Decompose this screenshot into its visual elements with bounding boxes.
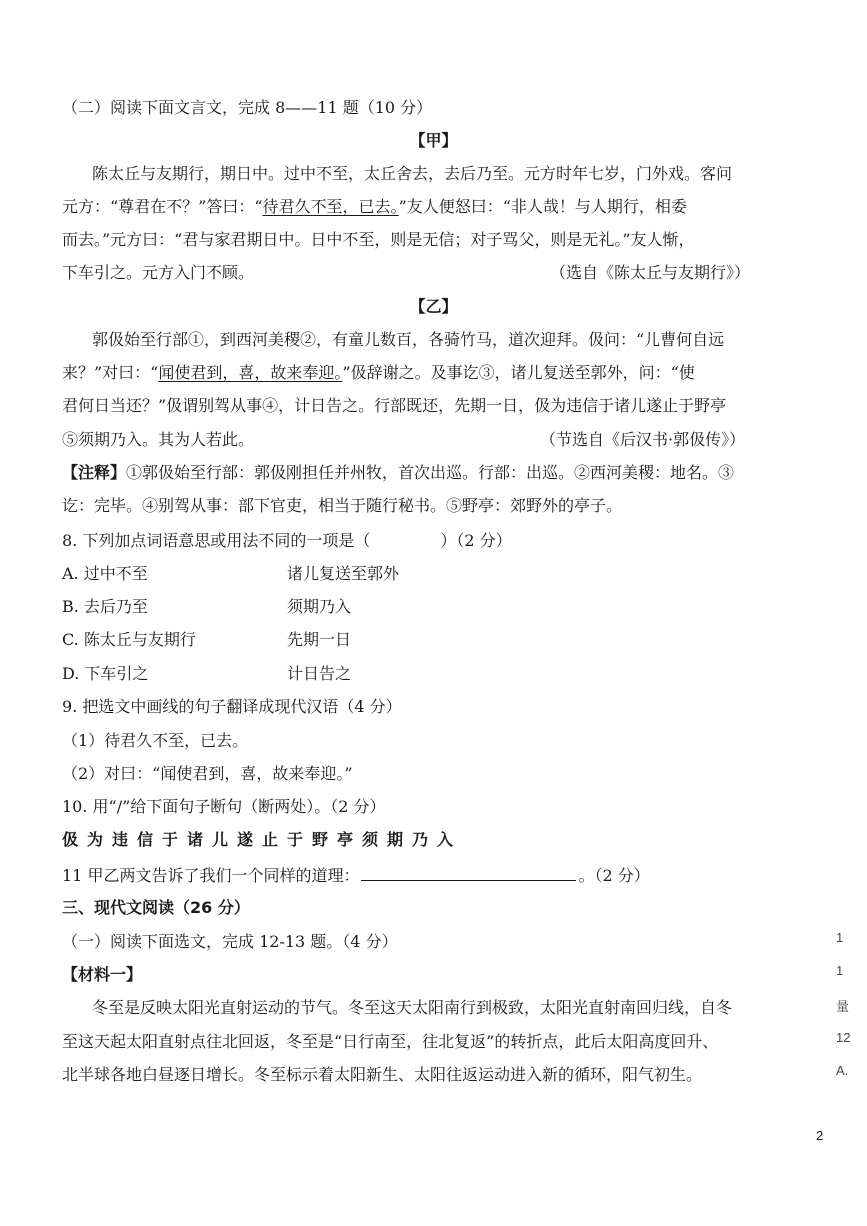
q8-option-a-pair: 诸儿复送至郭外 (287, 564, 400, 583)
jia-paragraph-line: 陈太丘与友期行，期日中。过中不至，太丘舍去，去后乃至。元方时年七岁，门外戏。客问 (92, 164, 733, 183)
section3-subheading: （一）阅读下面选文，完成 12-13 题。（4 分） (62, 932, 398, 951)
edge-mark: 1 (836, 963, 844, 978)
q10-sentence: 伋为违信于诸儿遂止于野亭须期乃入 (62, 830, 463, 849)
jia-paragraph-line: 下车引之。元方入门不顾。 (62, 263, 255, 282)
q9-sentence-1: （1）待君久不至，已去。 (62, 731, 249, 750)
material-paragraph-line: 冬至是反映太阳光直射运动的节气。冬至这天太阳南行到极致，太阳光直射南回归线，自冬 (92, 998, 733, 1017)
text-run: ”伋辞谢之。及事讫③，诸儿复送至郭外，问：“使 (342, 363, 695, 382)
q8-option-c-pair: 先期一日 (287, 630, 352, 649)
question-11-stem (62, 866, 650, 884)
q8-option-d: D. 下车引之 (62, 664, 149, 683)
page-number: 2 (816, 1128, 824, 1143)
underlined-sentence-2: 闻使君到，喜，故来奉迎。 (158, 363, 343, 382)
material-label: 【材料一】 (62, 965, 143, 984)
yi-paragraph-line (62, 365, 695, 381)
section3-heading: 三、现代文阅读（26 分） (62, 898, 250, 917)
text-run: 元方：“尊君在不？”答曰：“ (62, 197, 263, 216)
material-paragraph-line: 至这天起太阳直射点往北回返，冬至是“日行南至，往北复返”的转折点，此后太阳高度回升、 (62, 1032, 719, 1051)
edge-mark: 1 (836, 930, 844, 945)
edge-mark: 12 (836, 1030, 851, 1045)
question-10-stem: 10. 用“/”给下面句子断句（断两处）。（2 分） (62, 797, 386, 816)
q9-sentence-2: （2）对曰：“闻使君到，喜，故来奉迎。” (62, 764, 353, 783)
yi-source: （节选自《后汉书·郭伋传》） (540, 430, 746, 449)
underlined-sentence-1: 待君久不至，已去。 (262, 197, 399, 216)
notes-label: 【注释】 (62, 463, 127, 482)
text-run: ①郭伋始至行部：郭伋刚担任并州牧，首次出巡。行部：出巡。②西河美稷：地名。③ (126, 463, 735, 482)
question-8-stem (62, 533, 512, 549)
yi-paragraph-line: 郭伋始至行部①，到西河美稷②，有童儿数百，各骑竹马，道次迎拜。伋问：“儿曹何自远 (92, 330, 725, 349)
q8-option-b-pair: 须期乃入 (287, 597, 352, 616)
jia-paragraph-line (62, 199, 687, 215)
material-paragraph-line: 北半球各地白昼逐日增长。冬至标示着太阳新生、太阳往返运动进入新的循环，阳气初生。 (62, 1065, 703, 1084)
notes-line (62, 465, 734, 481)
jia-source: （选自《陈太丘与友期行》） (550, 263, 751, 282)
q8-option-c: C. 陈太丘与友期行 (62, 630, 196, 649)
jia-title: 【甲】 (409, 131, 458, 150)
edge-mark: 量 (836, 999, 850, 1014)
text-run: 。（2 分） (578, 866, 650, 885)
text-run: ”友人便怒曰：“非人哉！与人期行，相委 (398, 197, 687, 216)
text-run: 11 甲乙两文告诉了我们一个同样的道理： (62, 866, 360, 885)
question-9-stem: 9. 把选文中画线的句子翻译成现代汉语（4 分） (62, 697, 402, 716)
edge-mark: A. (836, 1063, 849, 1078)
q8-option-a: A. 过中不至 (62, 564, 148, 583)
yi-title: 【乙】 (409, 297, 458, 316)
yi-paragraph-line: 君何日当还？”伋谓别驾从事④，计日告之。行部既还，先期一日，伋为违信于诸儿遂止于野亭 (62, 396, 727, 415)
q8-option-d-pair: 计日告之 (287, 664, 352, 683)
section2-heading: （二）阅读下面文言文，完成 8——11 题（10 分） (62, 98, 433, 117)
answer-blank[interactable] (361, 866, 576, 881)
notes-line: 讫：完毕。④别驾从事：部下官吏，相当于随行秘书。⑤野亭：郊野外的亭子。 (62, 496, 623, 515)
yi-paragraph-line: ⑤须期乃入。其为人若此。 (62, 430, 255, 449)
jia-paragraph-line: 而去。”元方曰：“君与家君期日中。日中不至，则是无信；对子骂父，则是无礼。”友人惭， (62, 230, 695, 249)
text-run: 8. 下列加点词语意思或用法不同的一项是（ (62, 531, 371, 550)
q8-option-b: B. 去后乃至 (62, 597, 148, 616)
text-run: ）（2 分） (440, 531, 512, 550)
text-run: 来？”对曰：“ (62, 363, 159, 382)
